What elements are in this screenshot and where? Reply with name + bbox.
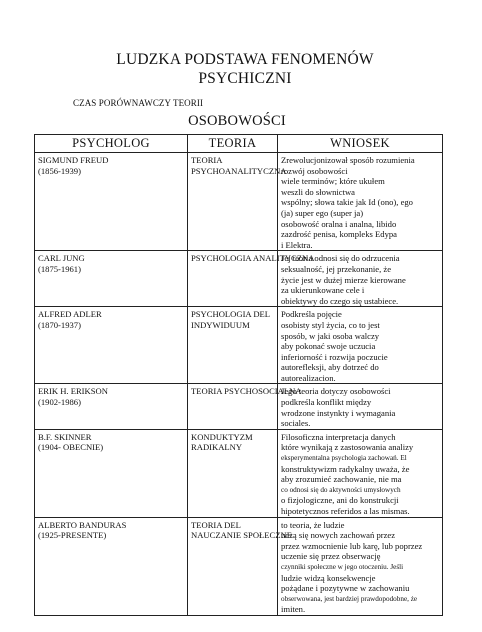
document-title-line2: PSYCHICZNI: [198, 70, 292, 87]
teoria-line: RADIKALNY: [191, 442, 243, 453]
teoria-line: TEORIA PSYCHOSOCIALNA: [191, 386, 302, 397]
wniosek-line: życie jest w dużej mierze kierowane: [281, 274, 406, 285]
wniosek-line: czynniki społeczne w jego otoczeniu. Jeśli: [281, 562, 404, 571]
teoria-cell: [188, 307, 278, 384]
wniosek-line: zazdrość penisa, kompleks Edypa: [281, 229, 397, 240]
teoria-cell: [188, 517, 292, 615]
psycholog-cell: [35, 153, 188, 251]
header-wniosek: WNIOSEK: [278, 135, 443, 153]
document-title-line1: LUDZKA PODSTAWA FENOMENÓW: [116, 51, 374, 68]
wniosek-line: wrodzone instynkty i wymagania: [281, 407, 396, 418]
wniosek-line: które wynikają z zastosowania analizy: [281, 442, 414, 453]
wniosek-line: imiten.: [281, 604, 306, 615]
document-subtitle: CZAS PORÓWNAWCZY TEORII: [73, 98, 204, 108]
wniosek-line: seksualność, jej przekonanie, że: [281, 263, 392, 274]
wniosek-line: inferiorność i rozwija poczucie: [281, 351, 388, 362]
section-heading: OSOBOWOŚCI: [188, 113, 286, 129]
wniosek-line: o fizjologiczne, ani do konstrukcji: [281, 495, 399, 506]
wniosek-line: weszli do słownictwa: [281, 186, 355, 197]
wniosek-line: rozwój osobowości: [281, 165, 348, 176]
teoria-line: PSYCHOANALITYCZNA: [191, 165, 287, 176]
wniosek-line: i Elektra.: [281, 239, 313, 250]
teoria-line: INDYWIDUUM: [191, 319, 250, 330]
wniosek-line: co odnosi się do aktywności umysłowych: [281, 485, 401, 494]
wniosek-line: konstruktywizm radykalny uważa, że: [281, 463, 410, 474]
wniosek-cell: [278, 429, 443, 517]
table-row: [35, 517, 443, 615]
wniosek-line: sociales.: [281, 418, 311, 429]
wniosek-line: obiektywy do czego się ustabiece.: [281, 295, 399, 306]
wniosek-line: uczenie się przez obserwację: [281, 551, 381, 562]
wniosek-line: obserwowana, jest bardziej prawdopodobne, że: [281, 594, 418, 603]
teoria-line: PSYCHOLOGIA DEL: [191, 309, 271, 320]
psycholog-years: (1870-1937): [38, 319, 81, 330]
teoria-line: TEORIA DEL: [191, 519, 241, 530]
wniosek-line: aby pokonać swoje uczucia: [281, 341, 376, 352]
psycholog-years: (1875-1961): [38, 263, 81, 274]
teoria-line: PSYCHOLOGIA ANALITYCZNA: [191, 253, 315, 264]
wniosek-line: (ja) super ego (super ja): [281, 207, 364, 218]
psycholog-years: (1902-1986): [38, 397, 81, 408]
table-row: [35, 429, 443, 517]
wniosek-line: to teoria, że ludzie: [281, 519, 345, 530]
wniosek-line: eksperymentalna psychologia zachowań. El: [281, 454, 407, 463]
comparison-table: [34, 134, 443, 616]
teoria-cell: [188, 429, 278, 517]
wniosek-line: autorealizacion.: [281, 372, 336, 383]
table-row: [35, 384, 443, 429]
psycholog-name: CARL JUNG: [38, 253, 85, 264]
wniosek-cell: [278, 517, 443, 615]
wniosek-line: sposób, w jaki osoba walczy: [281, 330, 380, 341]
psycholog-name: SIGMUND FREUD: [38, 155, 109, 165]
psycholog-cell: [35, 517, 188, 615]
wniosek-cell: [278, 384, 443, 429]
wniosek-line: autorefleksji, aby dotrzeć do: [281, 362, 379, 373]
wniosek-line: aby zrozumieć zachowanie, nie ma: [281, 474, 402, 485]
table-row: [35, 307, 443, 384]
wniosek-cell: [278, 153, 443, 251]
wniosek-line: Podkreśla pojęcie: [281, 309, 342, 320]
teoria-cell: [188, 251, 315, 307]
teoria-line: TEORIA: [191, 155, 223, 165]
psycholog-name: ERIK H. ERIKSON: [38, 386, 108, 397]
wniosek-cell: [278, 251, 443, 307]
table-header-row: [35, 135, 443, 153]
psycholog-years: (1856-1939): [38, 165, 81, 176]
wniosek-line: wiele terminów; które ukułem: [281, 176, 385, 187]
psycholog-name: ALBERTO BANDURAS: [38, 519, 127, 530]
wniosek-line: Filosoficzna interpretacja danych: [281, 431, 396, 442]
psycholog-cell: [35, 429, 188, 517]
psycholog-name: B.F. SKINNER: [38, 431, 92, 442]
table-row: [35, 251, 443, 307]
teoria-line: NAUCZANIE SPOŁECZNE: [191, 530, 292, 541]
wniosek-line: podkreśla konflikt między: [281, 397, 372, 408]
wniosek-line: Jego teoria dotyczy osobowości: [281, 386, 391, 397]
wniosek-line: osobowość oralna i analna, libido: [281, 218, 397, 229]
psycholog-years: (1925-PRESENTE): [38, 530, 107, 541]
wniosek-line: ludzie widzą konsekwencje: [281, 572, 376, 583]
wniosek-line: hipotetycznos referidos a las mismas.: [281, 506, 410, 516]
header-psycholog: PSYCHOLOG: [35, 135, 188, 153]
psycholog-name: ALFRED ADLER: [38, 309, 102, 320]
psycholog-years: (1904- OBECNIE): [38, 442, 104, 453]
psycholog-cell: [35, 307, 188, 384]
psycholog-cell: [35, 384, 188, 429]
table-row: [35, 153, 443, 251]
wniosek-line: Zrewolucjonizował sposób rozumienia: [281, 155, 415, 165]
teoria-line: KONDUKTYZM: [191, 431, 253, 442]
header-teoria: TEORIA: [188, 135, 278, 153]
wniosek-line: wspólny; słowa takie jak Id (ono), ego: [281, 197, 413, 208]
teoria-cell: [188, 153, 287, 251]
wniosek-line: pożądane i pozytywne w zachowaniu: [281, 583, 410, 594]
wniosek-line: za ukierunkowane cele i: [281, 285, 365, 296]
wniosek-line: osobisty styl życia, co to jest: [281, 319, 380, 330]
psycholog-cell: [35, 251, 188, 307]
wniosek-line: Jej teoria odnosi się do odrzucenia: [281, 253, 400, 264]
wniosek-line: przez wzmocnienie lub karę, lub poprzez: [281, 540, 423, 551]
wniosek-line: uczą się nowych zachowań przez: [281, 530, 396, 541]
wniosek-cell: [278, 307, 443, 384]
